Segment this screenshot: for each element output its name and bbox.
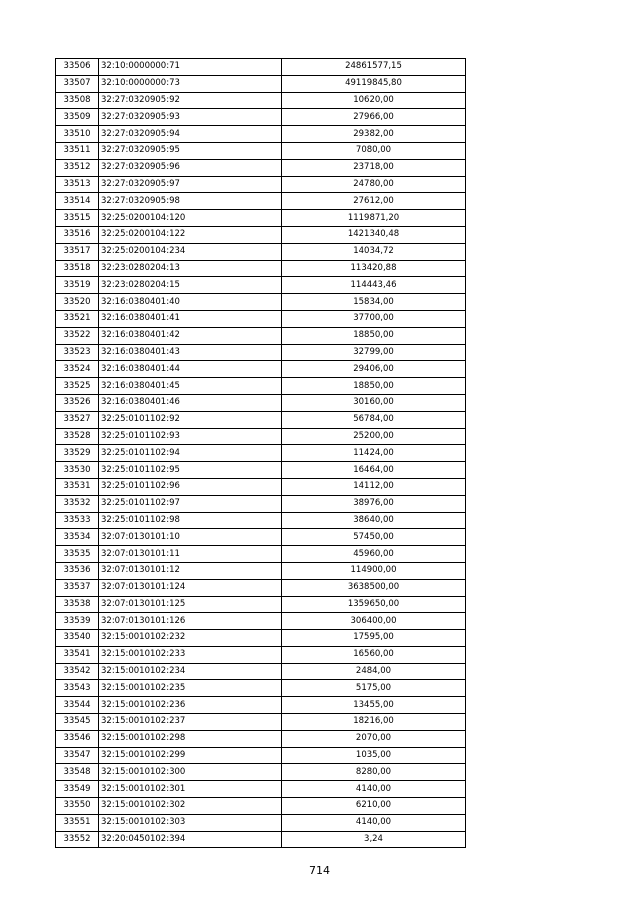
value-cell: 4140,00: [282, 814, 466, 831]
table-row: [56, 529, 466, 546]
table-row: [56, 277, 466, 294]
row-number-cell: 33518: [56, 260, 99, 277]
value-cell: 14034,72: [282, 243, 466, 260]
table-row: [56, 361, 466, 378]
row-number-cell: 33527: [56, 411, 99, 428]
cadastral-number-cell: 32:25:0101102:97: [99, 495, 282, 512]
row-number-cell: 33524: [56, 361, 99, 378]
value-cell: 18850,00: [282, 327, 466, 344]
cadastral-number-cell: 32:27:0320905:98: [99, 193, 282, 210]
table-row: [56, 495, 466, 512]
row-number-cell: 33516: [56, 226, 99, 243]
value-cell: 32799,00: [282, 344, 466, 361]
row-number-cell: 33529: [56, 445, 99, 462]
value-cell: 29406,00: [282, 361, 466, 378]
value-cell: 306400,00: [282, 613, 466, 630]
cadastral-number-cell: 32:15:0010102:300: [99, 764, 282, 781]
row-number-cell: 33534: [56, 529, 99, 546]
table-row: [56, 59, 466, 76]
cadastral-number-cell: 32:15:0010102:298: [99, 730, 282, 747]
cadastral-number-cell: 32:25:0101102:94: [99, 445, 282, 462]
table-row: [56, 714, 466, 731]
cadastral-number-cell: 32:23:0280204:15: [99, 277, 282, 294]
cadastral-number-cell: 32:15:0010102:237: [99, 714, 282, 731]
cadastral-number-cell: 32:25:0101102:96: [99, 478, 282, 495]
row-number-cell: 33509: [56, 109, 99, 126]
value-cell: 37700,00: [282, 310, 466, 327]
table-row: [56, 428, 466, 445]
table-row: [56, 327, 466, 344]
table-row: [56, 596, 466, 613]
value-cell: 16464,00: [282, 462, 466, 479]
table-row: [56, 630, 466, 647]
value-cell: 27966,00: [282, 109, 466, 126]
table-row: [56, 126, 466, 143]
row-number-cell: 33525: [56, 378, 99, 395]
table-row: [56, 546, 466, 563]
table-row: [56, 579, 466, 596]
table-row: [56, 142, 466, 159]
row-number-cell: 33535: [56, 546, 99, 563]
value-cell: 24780,00: [282, 176, 466, 193]
table-row: [56, 512, 466, 529]
value-cell: 25200,00: [282, 428, 466, 445]
value-cell: 114900,00: [282, 562, 466, 579]
value-cell: 7080,00: [282, 142, 466, 159]
cadastral-number-cell: 32:16:0380401:46: [99, 394, 282, 411]
table-row: [56, 781, 466, 798]
data-table: [55, 58, 466, 848]
page-number: 714: [309, 864, 330, 877]
row-number-cell: 33537: [56, 579, 99, 596]
value-cell: 3638500,00: [282, 579, 466, 596]
table-row: [56, 814, 466, 831]
row-number-cell: 33511: [56, 142, 99, 159]
table-row: [56, 562, 466, 579]
table-row: [56, 445, 466, 462]
row-number-cell: 33542: [56, 663, 99, 680]
cadastral-number-cell: 32:16:0380401:40: [99, 294, 282, 311]
value-cell: 17595,00: [282, 630, 466, 647]
value-cell: 13455,00: [282, 697, 466, 714]
value-cell: 113420,88: [282, 260, 466, 277]
row-number-cell: 33550: [56, 798, 99, 815]
row-number-cell: 33519: [56, 277, 99, 294]
cadastral-number-cell: 32:16:0380401:45: [99, 378, 282, 395]
table-row: [56, 75, 466, 92]
value-cell: 45960,00: [282, 546, 466, 563]
row-number-cell: 33515: [56, 210, 99, 227]
row-number-cell: 33531: [56, 478, 99, 495]
row-number-cell: 33533: [56, 512, 99, 529]
row-number-cell: 33508: [56, 92, 99, 109]
value-cell: 5175,00: [282, 680, 466, 697]
cadastral-number-cell: 32:16:0380401:43: [99, 344, 282, 361]
value-cell: 24861577,15: [282, 59, 466, 76]
value-cell: 49119845,80: [282, 75, 466, 92]
cadastral-number-cell: 32:25:0200104:122: [99, 226, 282, 243]
table-row: [56, 411, 466, 428]
cadastral-number-cell: 32:25:0200104:234: [99, 243, 282, 260]
table-row: [56, 680, 466, 697]
table-row: [56, 294, 466, 311]
table-row: [56, 109, 466, 126]
cadastral-number-cell: 32:07:0130101:124: [99, 579, 282, 596]
value-cell: 15834,00: [282, 294, 466, 311]
value-cell: 38976,00: [282, 495, 466, 512]
value-cell: 18216,00: [282, 714, 466, 731]
row-number-cell: 33546: [56, 730, 99, 747]
table-row: [56, 159, 466, 176]
cadastral-number-cell: 32:07:0130101:125: [99, 596, 282, 613]
table-row: [56, 798, 466, 815]
row-number-cell: 33539: [56, 613, 99, 630]
value-cell: 14112,00: [282, 478, 466, 495]
row-number-cell: 33522: [56, 327, 99, 344]
row-number-cell: 33544: [56, 697, 99, 714]
value-cell: 114443,46: [282, 277, 466, 294]
row-number-cell: 33547: [56, 747, 99, 764]
cadastral-number-cell: 32:27:0320905:93: [99, 109, 282, 126]
cadastral-number-cell: 32:25:0101102:93: [99, 428, 282, 445]
cadastral-number-cell: 32:23:0280204:13: [99, 260, 282, 277]
row-number-cell: 33536: [56, 562, 99, 579]
cadastral-number-cell: 32:15:0010102:235: [99, 680, 282, 697]
value-cell: 2070,00: [282, 730, 466, 747]
value-cell: 57450,00: [282, 529, 466, 546]
row-number-cell: 33532: [56, 495, 99, 512]
value-cell: 6210,00: [282, 798, 466, 815]
table-row: [56, 226, 466, 243]
table-row: [56, 764, 466, 781]
value-cell: 3,24: [282, 831, 466, 848]
table-body: [56, 59, 466, 848]
table-row: [56, 378, 466, 395]
row-number-cell: 33521: [56, 310, 99, 327]
row-number-cell: 33540: [56, 630, 99, 647]
cadastral-number-cell: 32:15:0010102:233: [99, 646, 282, 663]
table-row: [56, 663, 466, 680]
table-row: [56, 260, 466, 277]
table-row: [56, 310, 466, 327]
table-row: [56, 747, 466, 764]
cadastral-number-cell: 32:16:0380401:42: [99, 327, 282, 344]
cadastral-number-cell: 32:25:0101102:98: [99, 512, 282, 529]
row-number-cell: 33530: [56, 462, 99, 479]
value-cell: 1035,00: [282, 747, 466, 764]
cadastral-number-cell: 32:10:0000000:73: [99, 75, 282, 92]
cadastral-number-cell: 32:07:0130101:12: [99, 562, 282, 579]
cadastral-number-cell: 32:15:0010102:302: [99, 798, 282, 815]
table-row: [56, 831, 466, 848]
value-cell: 1421340,48: [282, 226, 466, 243]
cadastral-number-cell: 32:27:0320905:94: [99, 126, 282, 143]
table-row: [56, 730, 466, 747]
row-number-cell: 33507: [56, 75, 99, 92]
value-cell: 27612,00: [282, 193, 466, 210]
value-cell: 1119871,20: [282, 210, 466, 227]
cadastral-number-cell: 32:15:0010102:301: [99, 781, 282, 798]
value-cell: 10620,00: [282, 92, 466, 109]
row-number-cell: 33523: [56, 344, 99, 361]
cadastral-number-cell: 32:27:0320905:96: [99, 159, 282, 176]
cadastral-number-cell: 32:07:0130101:10: [99, 529, 282, 546]
row-number-cell: 33513: [56, 176, 99, 193]
cadastral-number-cell: 32:15:0010102:232: [99, 630, 282, 647]
row-number-cell: 33520: [56, 294, 99, 311]
row-number-cell: 33538: [56, 596, 99, 613]
row-number-cell: 33526: [56, 394, 99, 411]
table-row: [56, 193, 466, 210]
row-number-cell: 33543: [56, 680, 99, 697]
value-cell: 23718,00: [282, 159, 466, 176]
value-cell: 2484,00: [282, 663, 466, 680]
cadastral-number-cell: 32:15:0010102:303: [99, 814, 282, 831]
value-cell: 8280,00: [282, 764, 466, 781]
cadastral-number-cell: 32:16:0380401:41: [99, 310, 282, 327]
cadastral-number-cell: 32:10:0000000:71: [99, 59, 282, 76]
value-cell: 4140,00: [282, 781, 466, 798]
row-number-cell: 33552: [56, 831, 99, 848]
value-cell: 16560,00: [282, 646, 466, 663]
table-row: [56, 394, 466, 411]
cadastral-number-cell: 32:20:0450102:394: [99, 831, 282, 848]
cadastral-number-cell: 32:15:0010102:299: [99, 747, 282, 764]
value-cell: 56784,00: [282, 411, 466, 428]
table-row: [56, 478, 466, 495]
table-row: [56, 646, 466, 663]
cadastral-number-cell: 32:15:0010102:236: [99, 697, 282, 714]
cadastral-number-cell: 32:15:0010102:234: [99, 663, 282, 680]
table-row: [56, 210, 466, 227]
cadastral-number-cell: 32:07:0130101:126: [99, 613, 282, 630]
table-row: [56, 176, 466, 193]
row-number-cell: 33545: [56, 714, 99, 731]
table-row: [56, 92, 466, 109]
row-number-cell: 33517: [56, 243, 99, 260]
table-row: [56, 462, 466, 479]
cadastral-number-cell: 32:27:0320905:95: [99, 142, 282, 159]
cadastral-number-cell: 32:07:0130101:11: [99, 546, 282, 563]
value-cell: 29382,00: [282, 126, 466, 143]
table-row: [56, 344, 466, 361]
cadastral-number-cell: 32:16:0380401:44: [99, 361, 282, 378]
row-number-cell: 33549: [56, 781, 99, 798]
row-number-cell: 33506: [56, 59, 99, 76]
value-cell: 30160,00: [282, 394, 466, 411]
value-cell: 18850,00: [282, 378, 466, 395]
cadastral-number-cell: 32:25:0200104:120: [99, 210, 282, 227]
cadastral-number-cell: 32:27:0320905:97: [99, 176, 282, 193]
value-cell: 1359650,00: [282, 596, 466, 613]
value-cell: 11424,00: [282, 445, 466, 462]
value-cell: 38640,00: [282, 512, 466, 529]
cadastral-number-cell: 32:27:0320905:92: [99, 92, 282, 109]
cadastral-number-cell: 32:25:0101102:92: [99, 411, 282, 428]
cadastral-number-cell: 32:25:0101102:95: [99, 462, 282, 479]
row-number-cell: 33541: [56, 646, 99, 663]
row-number-cell: 33548: [56, 764, 99, 781]
row-number-cell: 33514: [56, 193, 99, 210]
row-number-cell: 33512: [56, 159, 99, 176]
table-row: [56, 697, 466, 714]
row-number-cell: 33528: [56, 428, 99, 445]
table-row: [56, 243, 466, 260]
row-number-cell: 33551: [56, 814, 99, 831]
table-row: [56, 613, 466, 630]
row-number-cell: 33510: [56, 126, 99, 143]
